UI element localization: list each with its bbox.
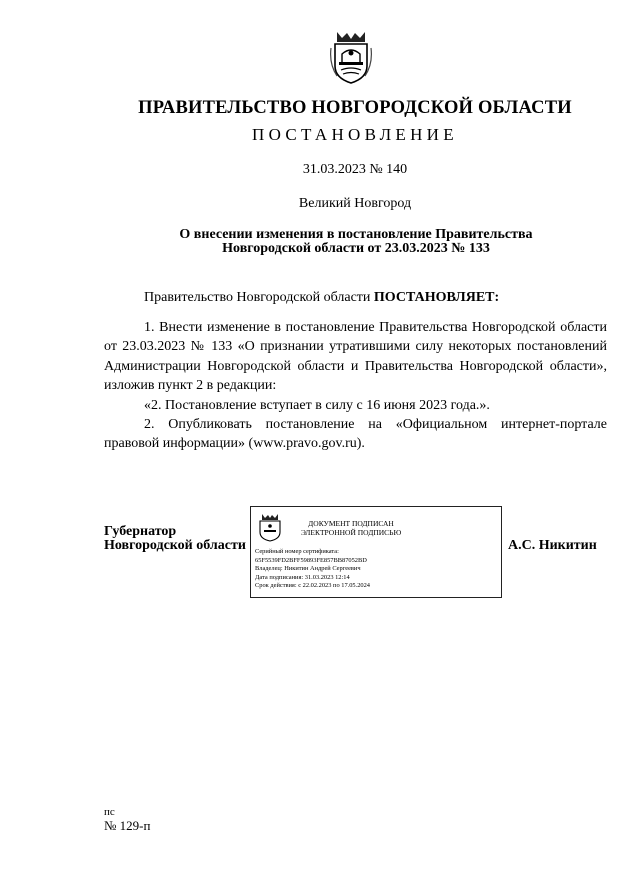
paragraph-1: 1. Внести изменение в постановление Правительства Новгородской области от 23.03.2023 № 133 «О признании утратившими силу некоторых постановлений Администрации Новгородской области и Правительства Новгородской области», изложив пункт 2 в редакции: <box>104 320 607 394</box>
signer-name: А.С. Никитин <box>508 538 597 553</box>
certificate-validity: Срок действия: с 22.02.2023 по 17.05.2024 <box>255 582 371 590</box>
serial-label: Серийный номер сертификата: <box>255 548 339 555</box>
body-paragraphs <box>104 318 607 454</box>
position-line-1: Губернатор <box>104 524 177 539</box>
document-date-number: 31.03.2023 № 140 <box>302 162 408 177</box>
title-line-1: О внесении изменения в постановление Правительства <box>179 227 533 242</box>
intro-text: Правительство Новгородской области <box>144 290 374 305</box>
signing-date: Дата подписания: 31.03.2023 12:14 <box>255 573 350 581</box>
coat-of-arms-emblem <box>329 28 373 84</box>
certificate-details <box>255 548 370 591</box>
stamp-title <box>291 519 411 537</box>
certificate-owner: Владелец: Никитин Андрей Сергеевич <box>255 565 361 573</box>
stamp-emblem-icon <box>257 512 283 542</box>
serial-number: 65F5539FD2BFF59893FE857BB87052BD <box>255 556 367 564</box>
stamp-title-line-1: ДОКУМЕНТ ПОДПИСАН <box>308 519 394 528</box>
footer-number: № 129-п <box>104 818 151 833</box>
electronic-signature-stamp <box>250 506 502 598</box>
paragraph-quote: «2. Постановление вступает в силу с 16 июня 2023 года.». <box>144 397 490 413</box>
intro-line <box>144 290 499 306</box>
position-line-2: Новгородской области <box>104 538 246 553</box>
title-line-2: Новгородской области от 23.03.2023 № 133 <box>222 241 490 256</box>
document-city: Великий Новгород <box>298 196 412 211</box>
paragraph-2: 2. Опубликовать постановление на «Официальном интернет-портале правовой информации» (www.pravo.gov.ru). <box>104 417 607 452</box>
footer-reference <box>104 805 150 833</box>
document-type: ПОСТАНОВЛЕНИЕ <box>252 125 458 144</box>
signatory-position <box>104 525 246 553</box>
document-title <box>150 228 562 256</box>
organization-name: ПРАВИТЕЛЬСТВО НОВГОРОДСКОЙ ОБЛАСТИ <box>138 98 572 118</box>
footer-initials: пс <box>104 806 115 818</box>
stamp-title-line-2: ЭЛЕКТРОННОЙ ПОДПИСЬЮ <box>300 528 402 537</box>
intro-decree-word: ПОСТАНОВЛЯЕТ: <box>373 290 500 305</box>
